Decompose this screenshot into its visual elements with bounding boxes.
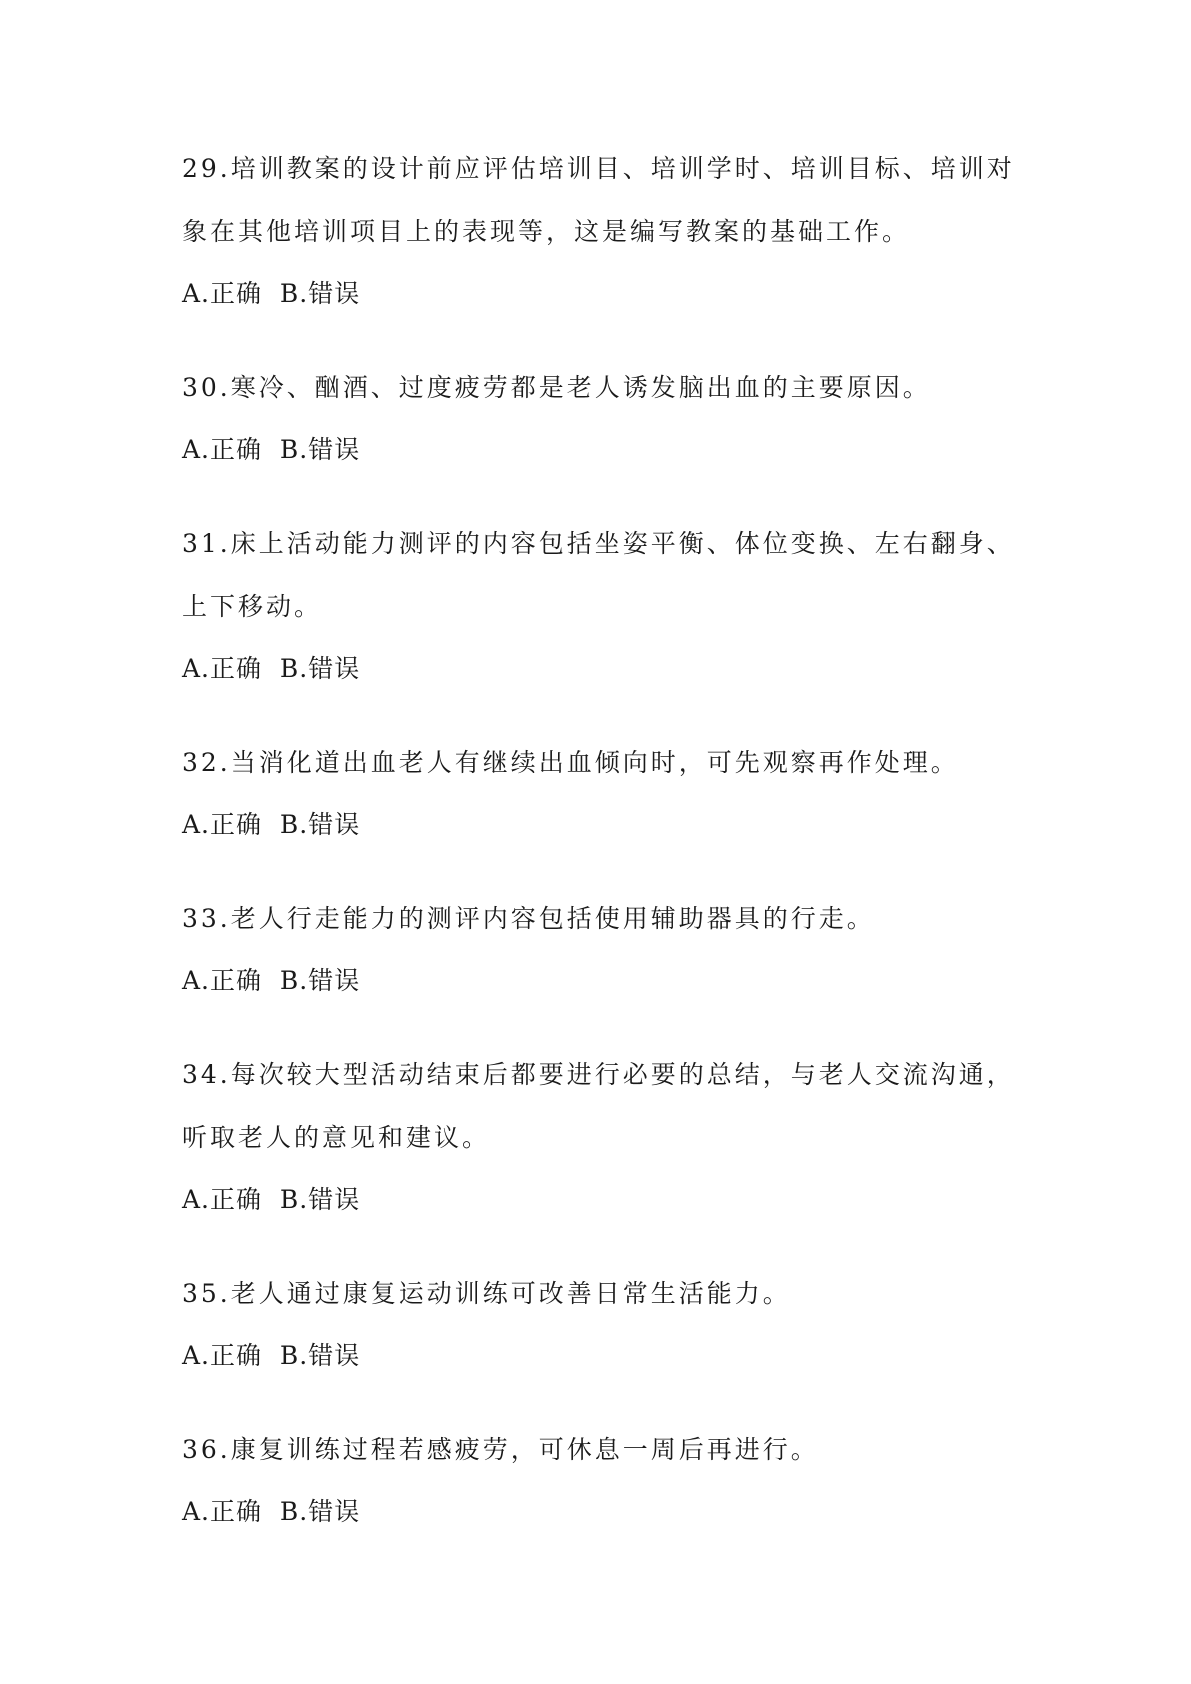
answer-options: A.正确 B.错误: [182, 1497, 361, 1526]
question-text: 30.寒冷、酗酒、过度疲劳都是老人诱发脑出血的主要原因。: [182, 373, 931, 402]
question-35: [182, 1262, 1022, 1387]
answer-options: A.正确 B.错误: [182, 966, 361, 995]
answer-options: A.正确 B.错误: [182, 810, 361, 839]
question-31: [182, 512, 1022, 700]
question-34: [182, 1043, 1022, 1231]
answer-options: A.正确 B.错误: [182, 1341, 361, 1370]
question-text: 34.每次较大型活动结束后都要进行必要的总结，与老人交流沟通，听取老人的意见和建议。: [182, 1060, 1015, 1152]
question-text: 31.床上活动能力测评的内容包括坐姿平衡、体位变换、左右翻身、上下移动。: [182, 529, 1015, 621]
answer-options: A.正确 B.错误: [182, 279, 361, 308]
question-text: 33.老人行走能力的测评内容包括使用辅助器具的行走。: [182, 904, 875, 933]
question-36: [182, 1418, 1022, 1543]
question-29: [182, 137, 1022, 325]
answer-options: A.正确 B.错误: [182, 1185, 361, 1214]
question-text: 36.康复训练过程若感疲劳，可休息一周后再进行。: [182, 1435, 819, 1464]
question-text: 35.老人通过康复运动训练可改善日常生活能力。: [182, 1279, 791, 1308]
question-30: [182, 356, 1022, 481]
question-text: 32.当消化道出血老人有继续出血倾向时，可先观察再作处理。: [182, 748, 959, 777]
answer-options: A.正确 B.错误: [182, 654, 361, 683]
question-text: 29.培训教案的设计前应评估培训目、培训学时、培训目标、培训对象在其他培训项目上的表现等，这是编写教案的基础工作。: [182, 154, 1015, 246]
question-33: [182, 887, 1022, 1012]
answer-options: A.正确 B.错误: [182, 435, 361, 464]
question-32: [182, 731, 1022, 856]
